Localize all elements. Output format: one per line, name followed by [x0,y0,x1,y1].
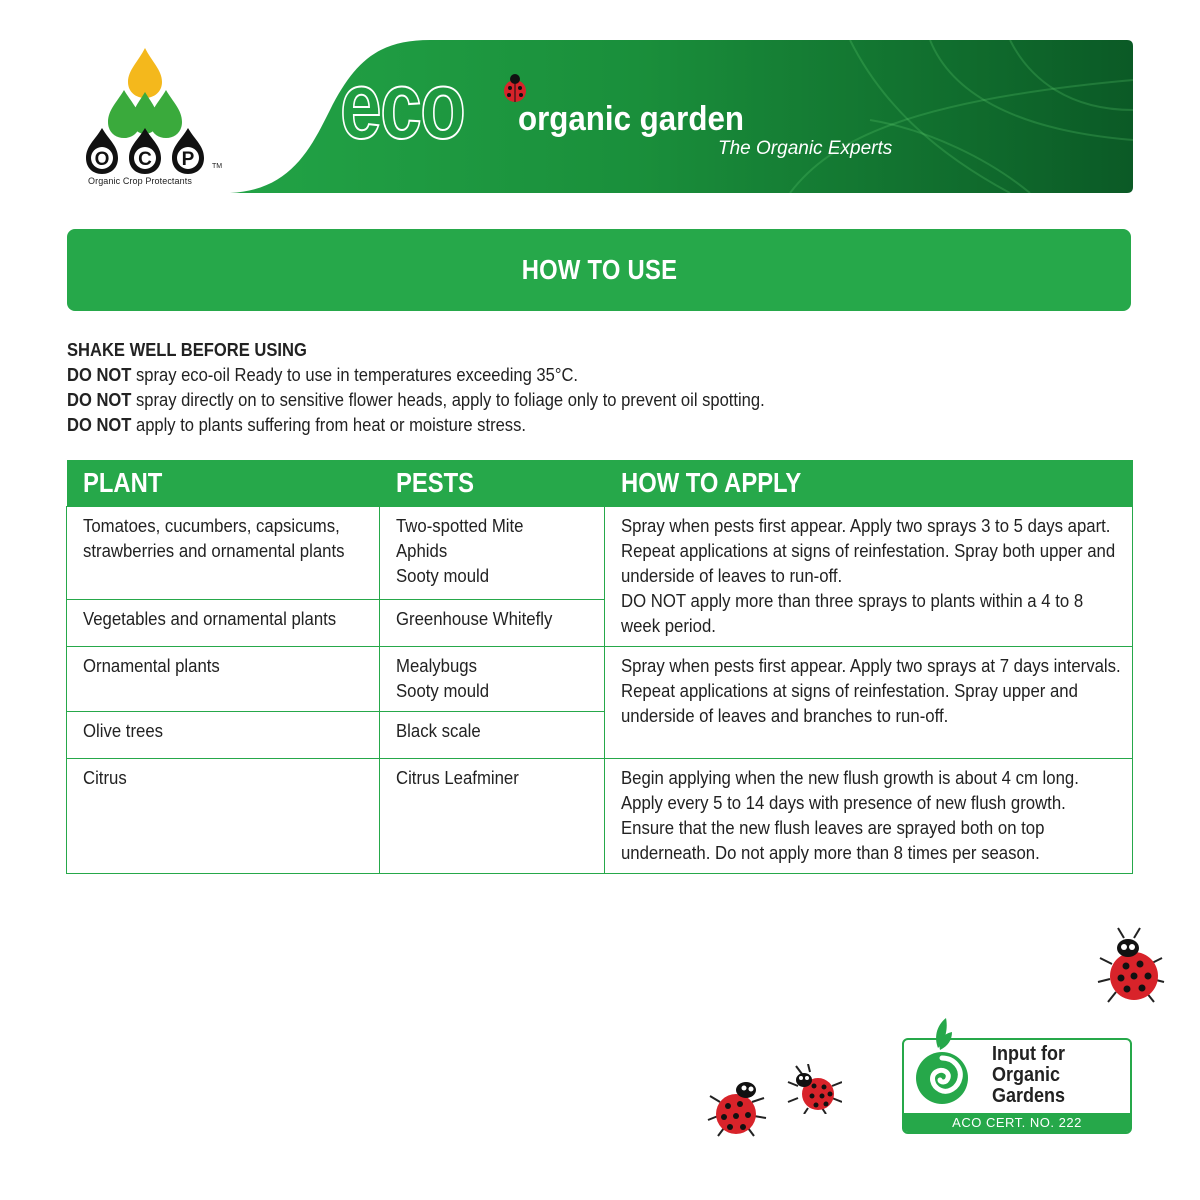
ocp-logo [60,40,230,190]
warning-line [67,363,1046,388]
certification-line: Gardens [992,1085,1066,1107]
pests-cell: Black scale [380,712,605,759]
trademark-mark: TM [212,163,223,170]
apply-cell: Begin applying when the new flush growth is about 4 cm long. Apply every 5 to 14 days with presence of new flush growth. Ensure that the new flush leaves are sprayed both on top underneath. Do not apply more than 8 times per season. [605,759,1133,874]
pests-cell: Two-spotted Mite Aphids Sooty mould [380,507,605,600]
warning-prefix: DO NOT [67,415,132,435]
warning-text: spray directly on to sensitive flower heads, apply to foliage only to prevent oil spotting. [131,390,765,410]
ladybug-icon [1094,924,1168,1004]
table-row [67,507,1133,600]
pests-cell: Mealybugs Sooty mould [380,647,605,712]
organic-spiral-icon [908,1014,988,1110]
plant-cell: Vegetables and ornamental plants [67,600,380,647]
logo-letter-o: O [94,149,110,170]
certification-line: Organic [992,1064,1061,1086]
plant-cell: Tomatoes, cucumbers, capsicums, strawberries and ornamental plants [67,507,380,600]
section-title: HOW TO USE [521,254,677,285]
column-header-how-to-apply: HOW TO APPLY [605,460,1133,507]
ladybug-icon [786,1064,842,1114]
section-header [67,229,1131,311]
brand-name: organic garden [518,100,744,138]
ladybug-icon [500,72,530,104]
logo-letter-c: C [138,149,152,170]
table-header-row [67,460,1133,507]
column-header-plant: PLANT [67,460,380,507]
brand-tagline: The Organic Experts [718,138,893,159]
usage-instructions [67,338,1131,438]
warning-line [67,388,1046,413]
column-header-pests: PESTS [380,460,605,507]
usage-table [66,460,1133,874]
plant-cell: Olive trees [67,712,380,759]
certification-line: Input for [992,1043,1065,1065]
apply-cell: Spray when pests first appear. Apply two sprays at 7 days intervals. Repeat applications at signs of reinfestation. Spray upper and underside of leaves and branches to run-off. [605,647,1133,759]
plant-cell: Citrus [67,759,380,874]
shake-notice: SHAKE WELL BEFORE USING [67,340,307,360]
warning-text: apply to plants suffering from heat or moisture stress. [131,415,526,435]
warning-prefix: DO NOT [67,365,132,385]
warning-prefix: DO NOT [67,390,132,410]
certification-number: ACO CERT. NO. 222 [902,1113,1132,1132]
logo-letter-p: P [181,149,195,170]
pests-cell: Citrus Leafminer [380,759,605,874]
eco-wordmark: eco [340,52,465,159]
table-row [67,647,1133,712]
warning-text: spray eco-oil Ready to use in temperatures exceeding 35°C. [131,365,579,385]
pests-cell: Greenhouse Whitefly [380,600,605,647]
table-row [67,759,1133,874]
ladybug-icon [706,1072,768,1138]
plant-cell: Ornamental plants [67,647,380,712]
apply-cell: Spray when pests first appear. Apply two sprays 3 to 5 days apart. Repeat applications at signs of reinfestation. Spray both upper and underside of leaves to run-off. DO NOT apply more than three sprays to plants within a 4 to 8 week period. [605,507,1133,647]
certification-text [992,1044,1111,1107]
logo-caption: Organic Crop Protectants [88,176,192,186]
warning-line [67,413,1046,438]
